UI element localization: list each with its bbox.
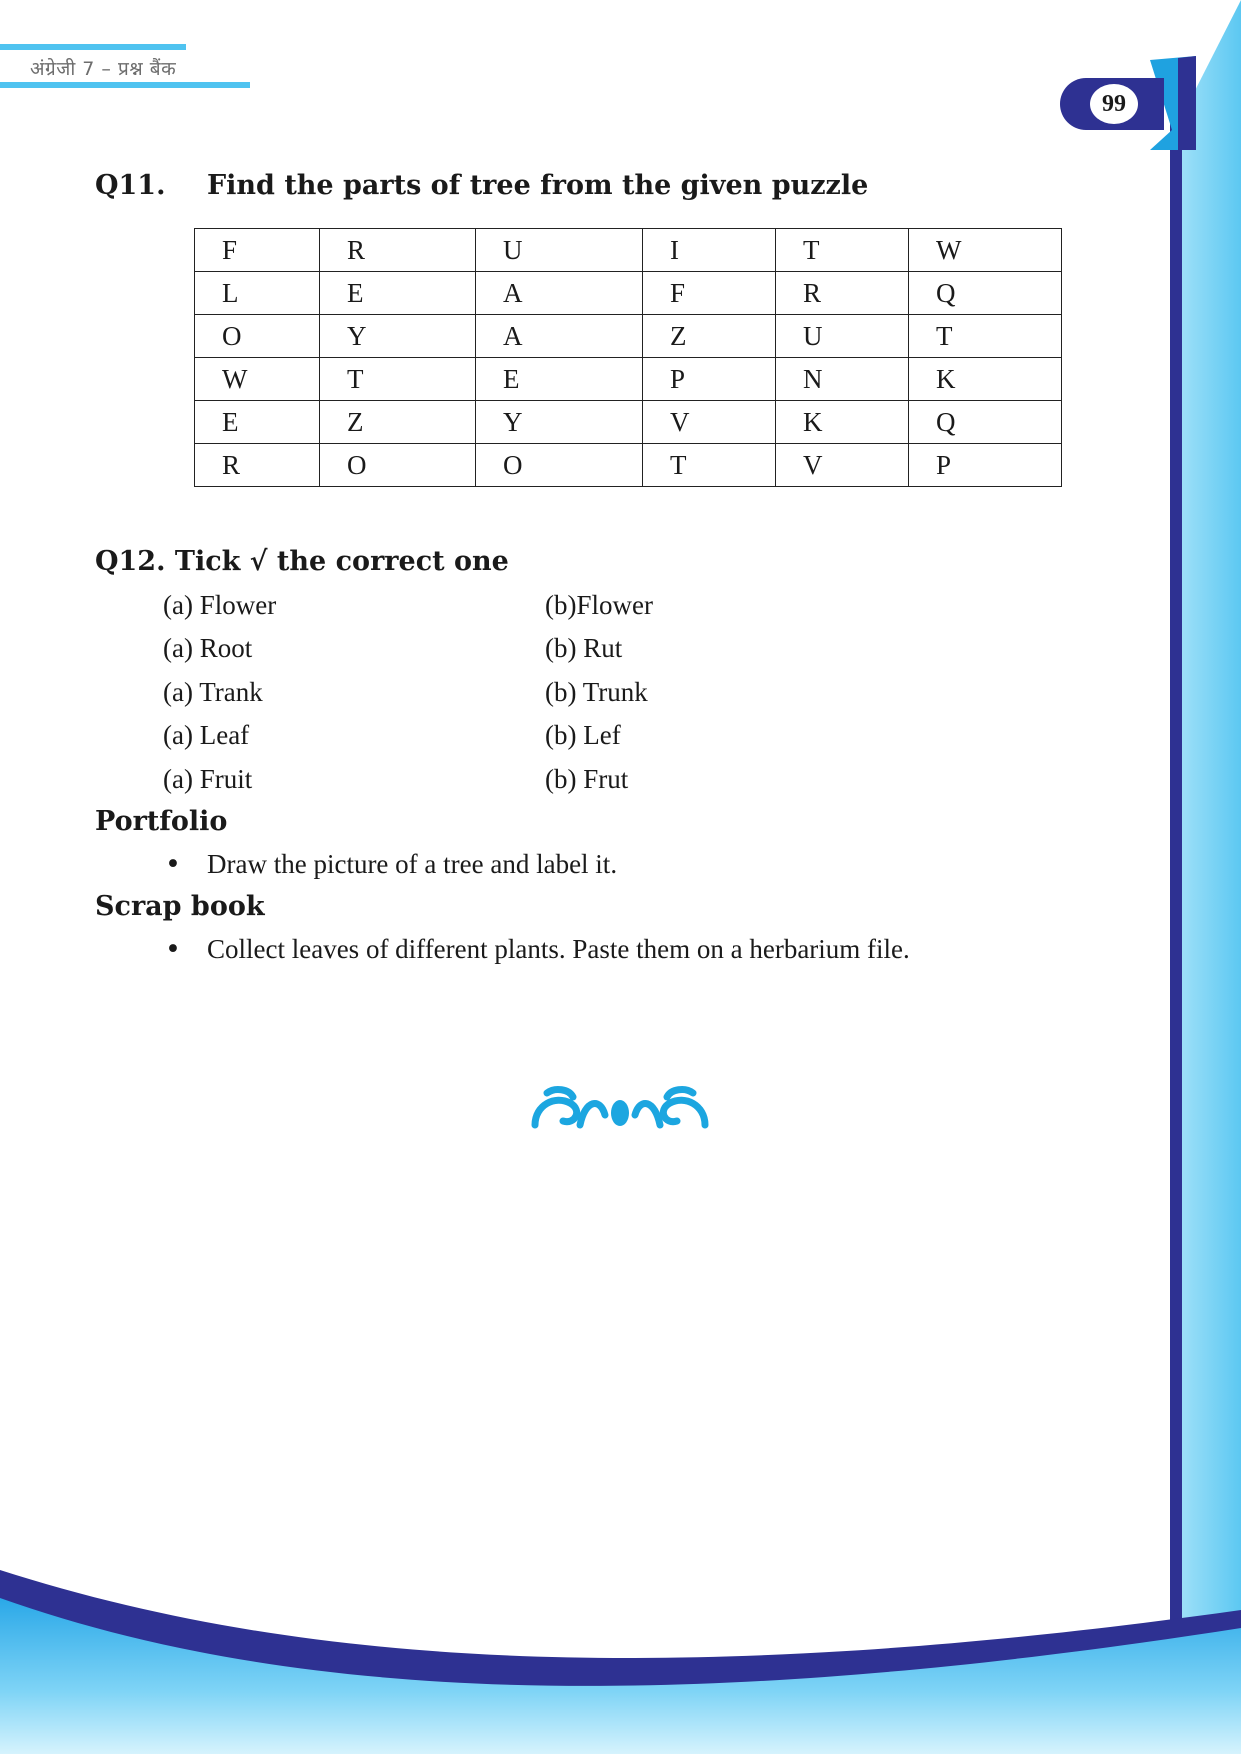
- puzzle-cell: Q: [909, 401, 1062, 444]
- puzzle-row: [195, 229, 1062, 272]
- puzzle-cell: A: [476, 315, 643, 358]
- option-a: (a) Root: [163, 633, 253, 663]
- word-puzzle-grid: [194, 228, 1062, 487]
- puzzle-cell: Q: [909, 272, 1062, 315]
- puzzle-cell: Y: [320, 315, 476, 358]
- puzzle-cell: R: [320, 229, 476, 272]
- question-12-title: Q12. Tick √ the correct one: [95, 546, 509, 577]
- option-a: (a) Fruit: [163, 764, 253, 794]
- ornament-divider-icon: [525, 1085, 715, 1135]
- puzzle-cell: I: [643, 229, 776, 272]
- puzzle-cell: L: [195, 272, 320, 315]
- puzzle-cell: R: [195, 444, 320, 487]
- portfolio-item: Draw the picture of a tree and label it.: [207, 849, 618, 879]
- puzzle-cell: K: [776, 401, 909, 444]
- puzzle-cell: A: [476, 272, 643, 315]
- puzzle-cell: T: [643, 444, 776, 487]
- puzzle-row: [195, 358, 1062, 401]
- option-b: (b) Lef: [545, 720, 621, 750]
- option-b: (b) Trunk: [545, 677, 648, 707]
- option-b: (b) Rut: [545, 633, 623, 663]
- puzzle-row: [195, 315, 1062, 358]
- puzzle-cell: E: [476, 358, 643, 401]
- puzzle-cell: F: [643, 272, 776, 315]
- option-a: (a) Leaf: [163, 720, 250, 750]
- puzzle-cell: U: [476, 229, 643, 272]
- puzzle-cell: P: [643, 358, 776, 401]
- portfolio-heading: Portfolio: [95, 806, 228, 837]
- puzzle-cell: F: [195, 229, 320, 272]
- puzzle-cell: R: [776, 272, 909, 315]
- puzzle-cell: T: [776, 229, 909, 272]
- puzzle-cell: Z: [320, 401, 476, 444]
- puzzle-cell: Z: [643, 315, 776, 358]
- scrapbook-item: Collect leaves of different plants. Paste them on a herbarium file.: [207, 934, 910, 964]
- puzzle-cell: N: [776, 358, 909, 401]
- puzzle-cell: O: [476, 444, 643, 487]
- scrapbook-heading: Scrap book: [95, 891, 265, 922]
- puzzle-cell: U: [776, 315, 909, 358]
- bullet-point: •: [165, 849, 181, 880]
- page-number: 99: [1090, 84, 1138, 124]
- puzzle-cell: T: [909, 315, 1062, 358]
- puzzle-row: [195, 444, 1062, 487]
- puzzle-cell: O: [195, 315, 320, 358]
- puzzle-cell: E: [320, 272, 476, 315]
- question-11-number: Q11.: [95, 170, 166, 201]
- puzzle-cell: P: [909, 444, 1062, 487]
- option-a: (a) Flower: [163, 590, 277, 620]
- puzzle-row: [195, 401, 1062, 444]
- option-b: (b)Flower: [545, 590, 653, 620]
- puzzle-cell: W: [195, 358, 320, 401]
- question-11-text: Find the parts of tree from the given puzzle: [207, 170, 869, 201]
- bullet-point: •: [165, 934, 181, 965]
- puzzle-cell: K: [909, 358, 1062, 401]
- option-b: (b) Frut: [545, 764, 629, 794]
- puzzle-cell: O: [320, 444, 476, 487]
- puzzle-cell: W: [909, 229, 1062, 272]
- puzzle-row: [195, 272, 1062, 315]
- puzzle-cell: V: [643, 401, 776, 444]
- puzzle-cell: E: [195, 401, 320, 444]
- option-a: (a) Trank: [163, 677, 263, 707]
- puzzle-cell: T: [320, 358, 476, 401]
- puzzle-cell: Y: [476, 401, 643, 444]
- running-title: अंग्रेजी 7 – प्रश्न बैंक: [30, 58, 177, 80]
- puzzle-cell: V: [776, 444, 909, 487]
